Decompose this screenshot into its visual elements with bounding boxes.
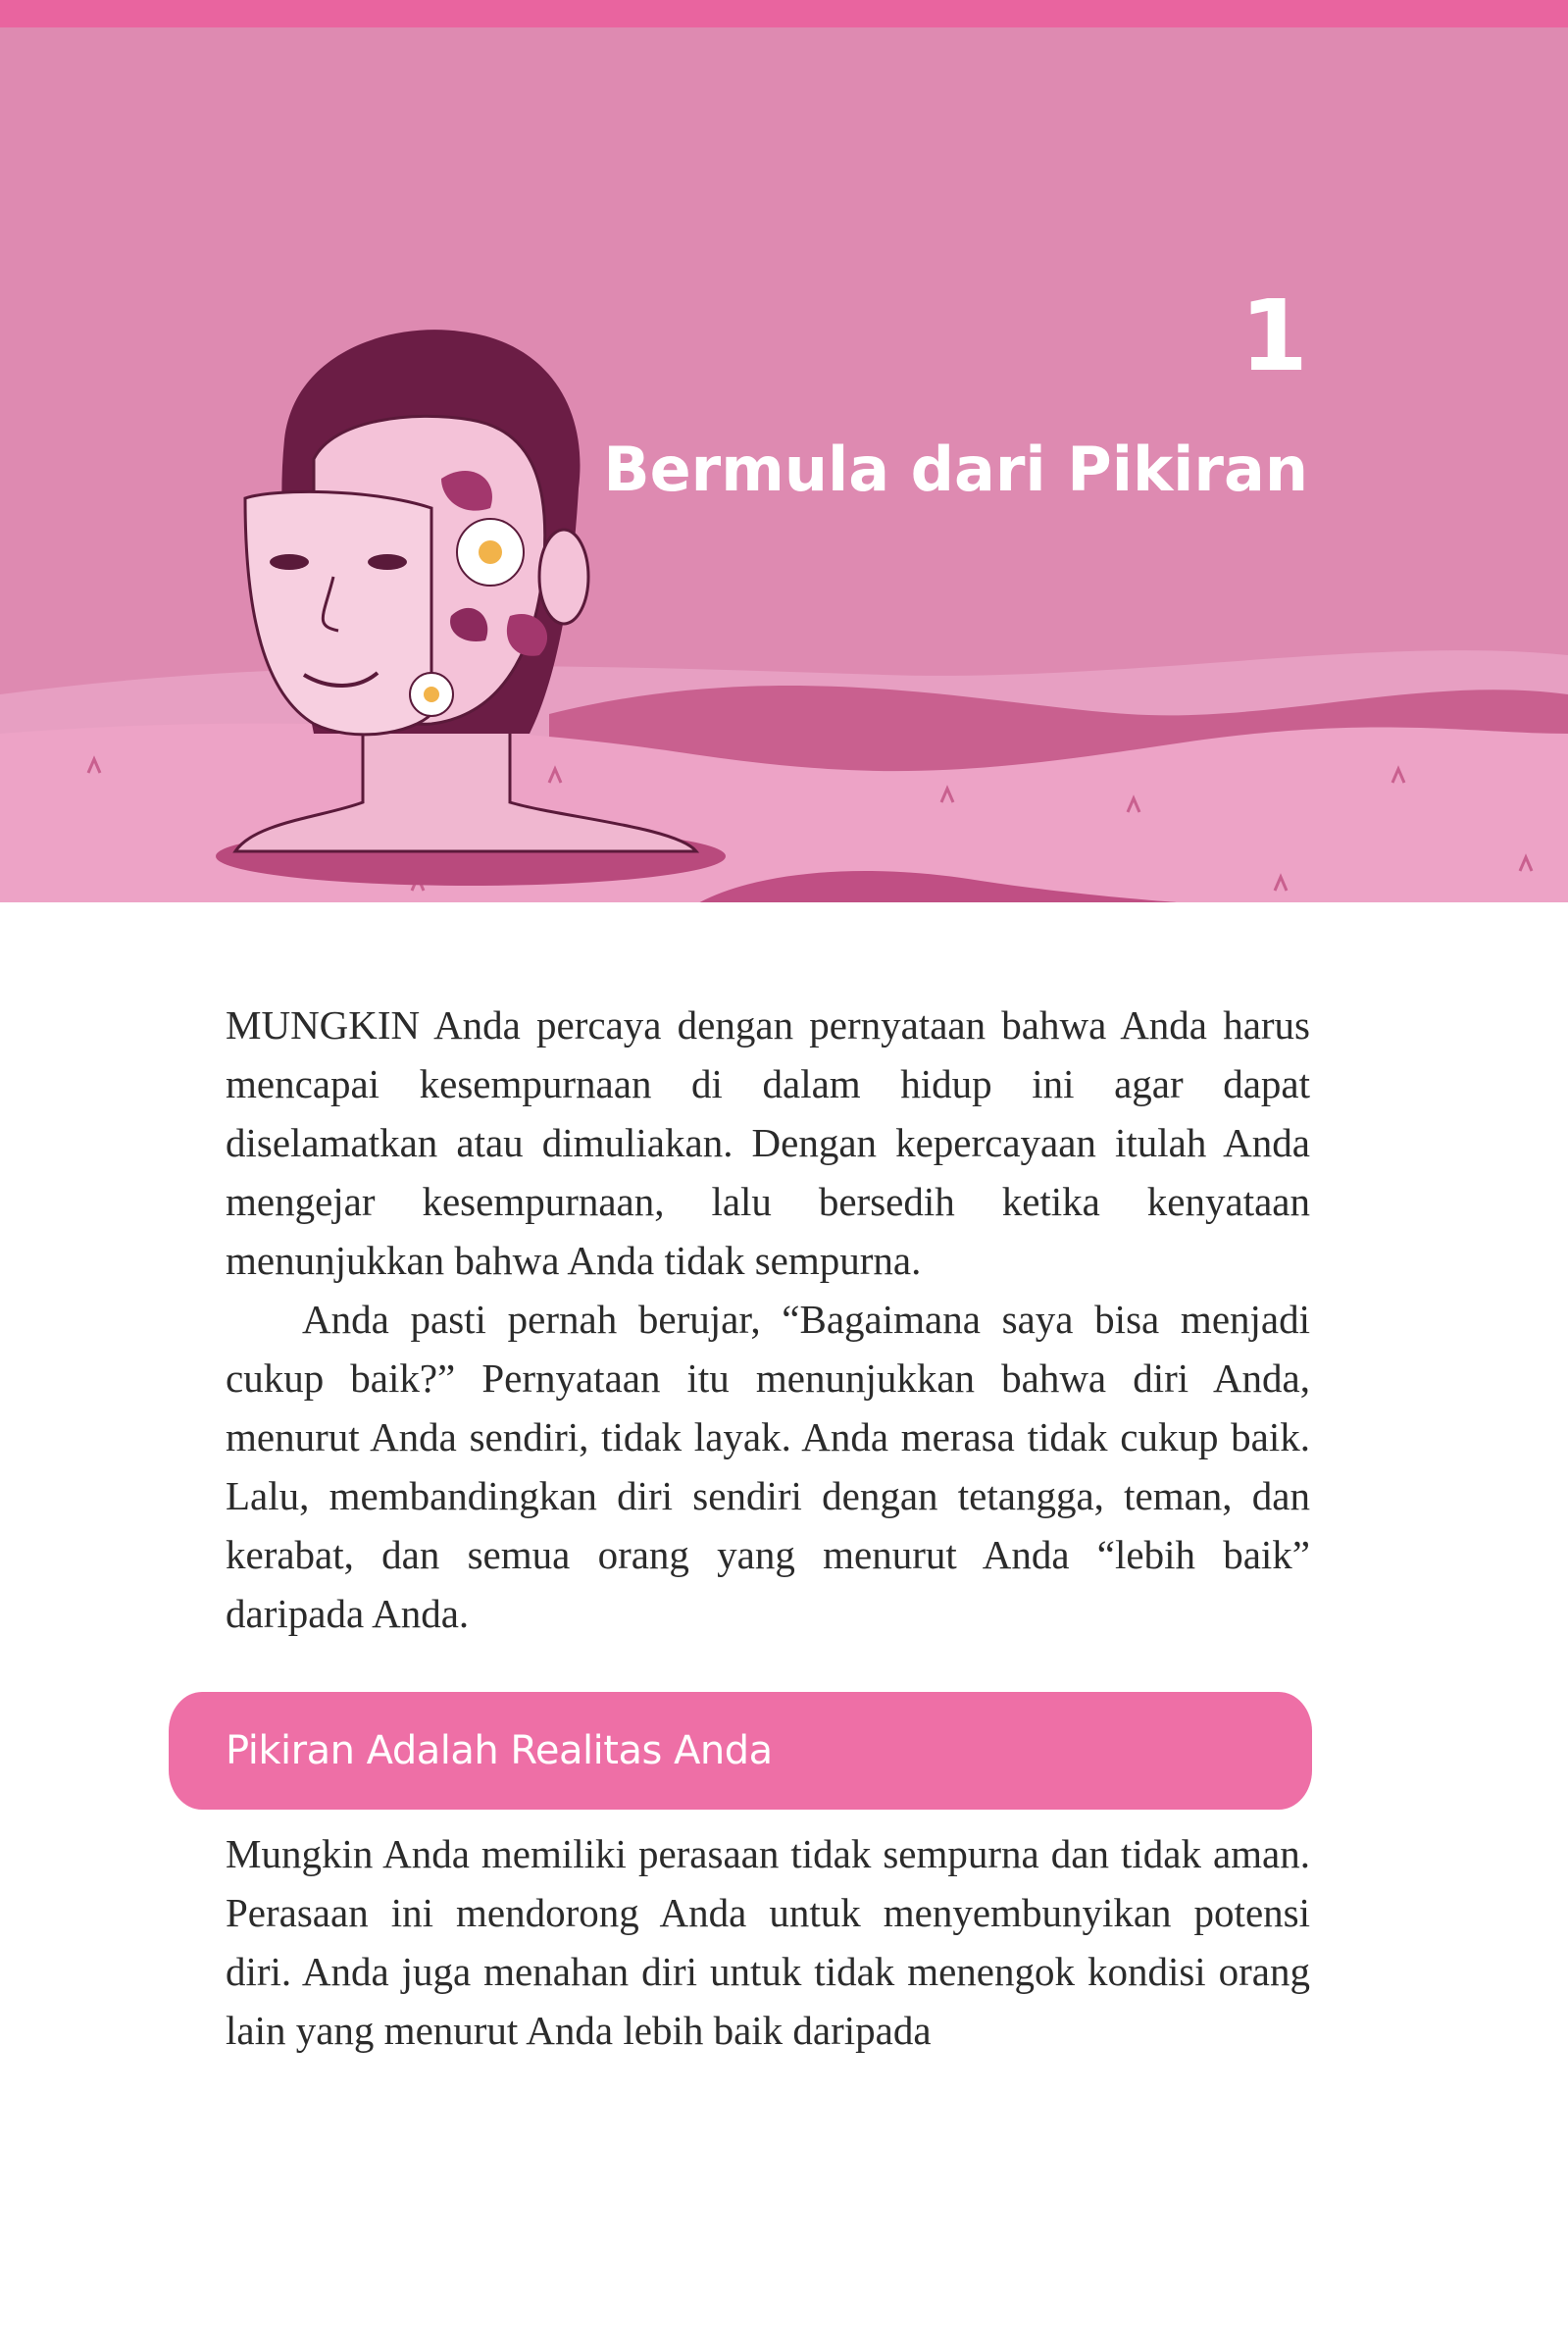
section-heading-box [169,1692,1312,1810]
intro-text [226,996,1310,1643]
chapter-header-illustration [0,27,1568,902]
chapter-title: Bermula dari Pikiran [603,434,1308,505]
intro-paragraph-2: Anda pasti pernah berujar, “Bagaimana saya bisa menjadi cukup baik?” Pernyataan itu menunjukkan bahwa diri Anda, menurut Anda sendiri, tidak layak. Anda merasa tidak cukup baik. Lalu, membandingkan diri sendiri dengan tetangga, teman, dan kerabat, dan semua orang yang menurut Anda “lebih baik” daripada Anda. [226,1297,1310,1636]
left-eye [270,554,309,570]
right-eye [368,554,407,570]
top-accent-strip [0,0,1568,27]
section-paragraph: Mungkin Anda memiliki perasaan tidak sempurna dan tidak aman. Perasaan ini mendorong Anda untuk menyembunyikan potensi diri. Anda juga menahan diri untuk tidak menengok kondisi orang lain yang menurut Anda lebih baik daripada [226,1831,1310,2053]
section-text [226,1824,1310,2060]
intro-paragraph-1: MUNGKIN Anda percaya dengan pernyataan bahwa Anda harus mencapai kesempurnaan di dalam hidup ini agar dapat diselamatkan atau dimuliakan. Dengan kepercayaan itulah Anda mengejar kesempurnaan, lalu bersedih ketika kenyataan menunjukkan bahwa Anda tidak sempurna. [226,1002,1310,1283]
ear [539,530,588,624]
section-heading: Pikiran Adalah Realitas Anda [226,1728,773,1773]
chapter-number: 1 [1239,279,1308,393]
